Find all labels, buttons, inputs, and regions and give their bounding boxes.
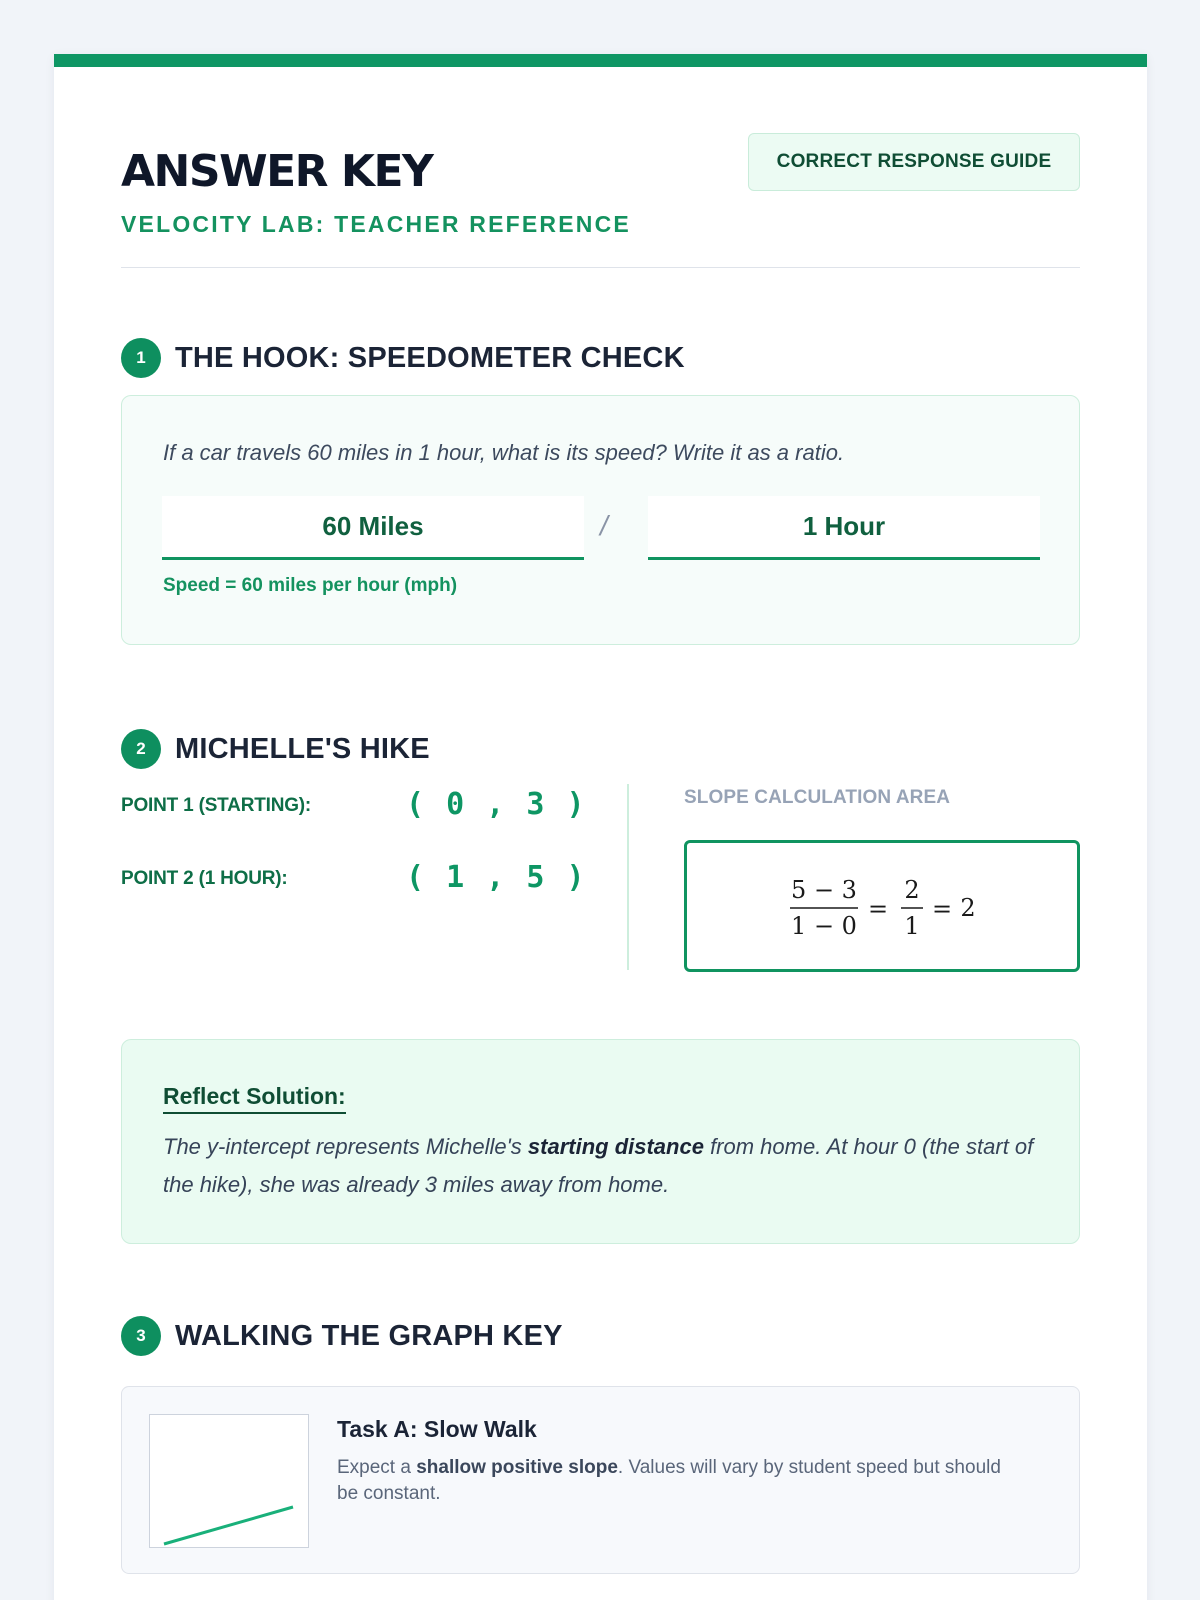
slope-area-label: SLOPE CALCULATION AREA bbox=[684, 787, 951, 808]
hook-question: If a car travels 60 miles in 1 hour, what is its speed? Write it as a ratio. bbox=[163, 440, 845, 465]
section-2-heading bbox=[121, 729, 430, 769]
task-desc-part: Expect a bbox=[337, 1457, 417, 1478]
point-2-label: POINT 2 (1 HOUR): bbox=[121, 868, 288, 889]
reflect-text bbox=[163, 1128, 1039, 1204]
formula-result: 2 bbox=[960, 894, 976, 922]
formula-denominator: 1 − 0 bbox=[791, 912, 857, 940]
slope-formula bbox=[687, 843, 1081, 975]
equals-sign: = bbox=[931, 895, 953, 923]
column-divider bbox=[627, 784, 629, 970]
section-number-badge: 1 bbox=[121, 338, 161, 378]
section-title: WALKING THE GRAPH KEY bbox=[175, 1319, 563, 1352]
reflect-text-part: The y-intercept represents Michelle's bbox=[163, 1134, 528, 1159]
hook-card bbox=[121, 395, 1080, 645]
page-subtitle: VELOCITY LAB: TEACHER REFERENCE bbox=[121, 211, 631, 237]
page-title: ANSWER KEY bbox=[121, 146, 433, 197]
header-divider bbox=[121, 267, 1080, 268]
section-1-heading bbox=[121, 338, 685, 378]
denominator-field[interactable]: 1 Hour bbox=[648, 496, 1040, 560]
section-title: THE HOOK: SPEEDOMETER CHECK bbox=[175, 341, 685, 374]
slope-calculation-box bbox=[684, 840, 1080, 972]
task-graph-thumbnail bbox=[149, 1414, 309, 1548]
reflect-title: Reflect Solution: bbox=[163, 1083, 346, 1114]
section-number-badge: 3 bbox=[121, 1316, 161, 1356]
point-1-value: ( 0 , 3 ) bbox=[406, 787, 587, 822]
task-description bbox=[337, 1455, 1019, 1507]
formula-numerator: 2 bbox=[904, 876, 920, 904]
task-desc-part: . Values will vary by student speed but should be constant. bbox=[337, 1457, 1001, 1504]
reflect-card bbox=[121, 1039, 1080, 1244]
point-1-label: POINT 1 (STARTING): bbox=[121, 795, 312, 816]
reflect-text-part: from home. At hour 0 (the start of the hike), she was already 3 miles away from home. bbox=[163, 1134, 1034, 1197]
task-card bbox=[121, 1386, 1080, 1574]
numerator-field[interactable]: 60 Miles bbox=[162, 496, 584, 560]
section-number-badge: 2 bbox=[121, 729, 161, 769]
hook-answer-note: Speed = 60 miles per hour (mph) bbox=[163, 575, 458, 596]
task-desc-emphasis: shallow positive slope bbox=[416, 1457, 618, 1478]
shallow-slope-line bbox=[164, 1507, 293, 1544]
response-guide-badge: CORRECT RESPONSE GUIDE bbox=[748, 133, 1080, 191]
sheet-content bbox=[121, 67, 1080, 1600]
task-title: Task A: Slow Walk bbox=[337, 1416, 537, 1442]
reflect-text-emphasis: starting distance bbox=[527, 1134, 704, 1159]
slope-line-graphic bbox=[150, 1415, 308, 1547]
formula-denominator: 1 bbox=[904, 912, 920, 940]
point-2-value: ( 1 , 5 ) bbox=[406, 860, 587, 895]
section-title: MICHELLE'S HIKE bbox=[175, 732, 430, 765]
answer-key-sheet bbox=[54, 54, 1147, 1600]
ratio-separator: / bbox=[600, 510, 608, 541]
formula-numerator: 5 − 3 bbox=[791, 876, 857, 904]
equals-sign: = bbox=[867, 895, 889, 923]
section-3-heading bbox=[121, 1316, 563, 1356]
